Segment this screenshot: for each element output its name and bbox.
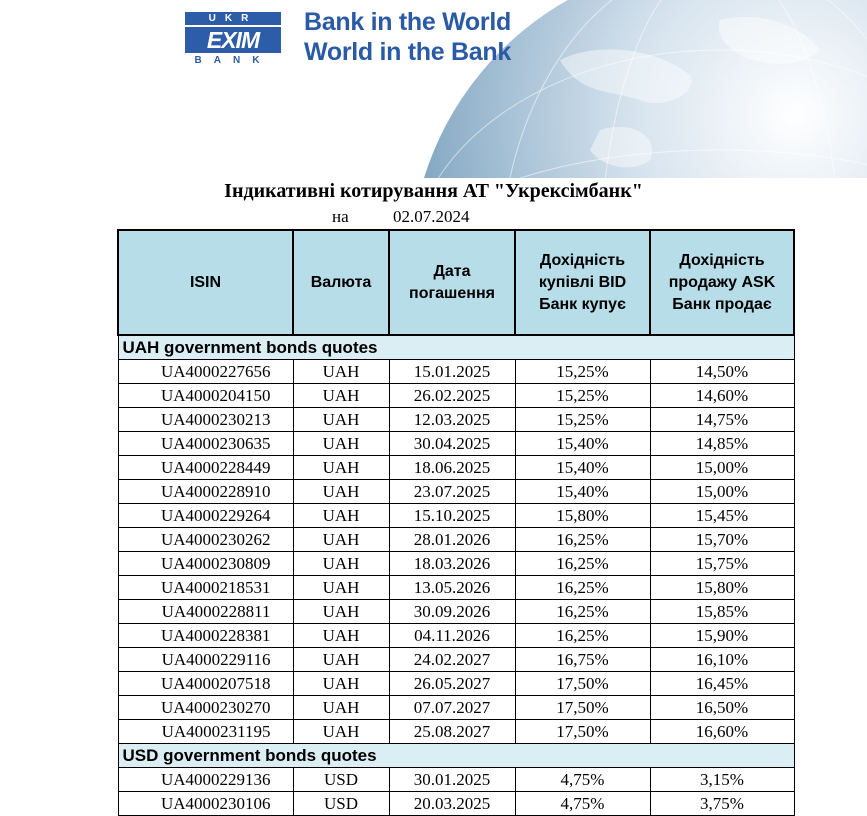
- currency-cell: UAH: [293, 672, 389, 696]
- table-row: [118, 720, 794, 744]
- column-header-bid: [515, 230, 650, 335]
- isin-cell: UA4000231195: [118, 720, 293, 744]
- table-row: [118, 648, 794, 672]
- ask-yield-cell: 14,50%: [650, 360, 794, 384]
- currency-cell: UAH: [293, 360, 389, 384]
- header-isin-label: ISIN: [189, 273, 222, 291]
- isin-cell: UA4000227656: [118, 360, 293, 384]
- currency-cell: UAH: [293, 720, 389, 744]
- ask-yield-cell: 15,80%: [650, 576, 794, 600]
- ask-yield-cell: 16,10%: [650, 648, 794, 672]
- maturity-date-cell: 18.06.2025: [389, 456, 515, 480]
- ask-yield-cell: 15,85%: [650, 600, 794, 624]
- quote-date: 02.07.2024: [393, 207, 470, 226]
- slogan-line-2: World in the Bank: [304, 38, 511, 66]
- currency-cell: UAH: [293, 408, 389, 432]
- table-row: [118, 768, 794, 792]
- bid-yield-cell: 16,25%: [515, 600, 650, 624]
- isin-cell: UA4000204150: [118, 384, 293, 408]
- bid-yield-cell: 16,25%: [515, 552, 650, 576]
- section-header-row: [118, 335, 794, 360]
- maturity-date-cell: 28.01.2026: [389, 528, 515, 552]
- section-header-row: [118, 744, 794, 768]
- currency-cell: USD: [293, 792, 389, 816]
- maturity-date-cell: 30.09.2026: [389, 600, 515, 624]
- isin-cell: UA4000230213: [118, 408, 293, 432]
- header-ask-line2: продажу ASK: [668, 273, 776, 291]
- isin-cell: UA4000207518: [118, 672, 293, 696]
- ask-yield-cell: 15,75%: [650, 552, 794, 576]
- currency-cell: UAH: [293, 384, 389, 408]
- table-row: [118, 432, 794, 456]
- ask-yield-cell: 3,75%: [650, 792, 794, 816]
- date-prefix: на: [332, 207, 349, 226]
- table-row: [118, 504, 794, 528]
- maturity-date-cell: 30.04.2025: [389, 432, 515, 456]
- ask-yield-cell: 15,00%: [650, 480, 794, 504]
- table-row: [118, 576, 794, 600]
- table-row: [118, 360, 794, 384]
- maturity-date-cell: 30.01.2025: [389, 768, 515, 792]
- header-ask-line1: Дохідність: [679, 251, 765, 269]
- ask-yield-cell: 15,70%: [650, 528, 794, 552]
- bid-yield-cell: 15,25%: [515, 384, 650, 408]
- ask-yield-cell: 16,50%: [650, 696, 794, 720]
- maturity-date-cell: 20.03.2025: [389, 792, 515, 816]
- bid-yield-cell: 16,75%: [515, 648, 650, 672]
- currency-cell: UAH: [293, 432, 389, 456]
- quotes-table-body: [118, 335, 794, 816]
- maturity-date-cell: 12.03.2025: [389, 408, 515, 432]
- maturity-date-cell: 15.01.2025: [389, 360, 515, 384]
- table-row: [118, 792, 794, 816]
- bid-yield-cell: 15,80%: [515, 504, 650, 528]
- maturity-date-cell: 26.02.2025: [389, 384, 515, 408]
- header-maturity-line2: погашення: [409, 284, 495, 302]
- table-row: [118, 384, 794, 408]
- isin-cell: UA4000230106: [118, 792, 293, 816]
- table-row: [118, 672, 794, 696]
- header-bid-line3: Банк купує: [539, 295, 626, 313]
- header-bid-line2: купівлі BID: [538, 273, 627, 291]
- bid-yield-cell: 15,25%: [515, 408, 650, 432]
- header-currency-label: Валюта: [310, 273, 372, 291]
- section-title: UAH government bonds quotes: [118, 335, 794, 360]
- bid-yield-cell: 15,40%: [515, 456, 650, 480]
- header-ask-line3: Банк продає: [672, 295, 772, 313]
- bid-yield-cell: 17,50%: [515, 720, 650, 744]
- header-bid-line1: Дохідність: [539, 251, 626, 269]
- isin-cell: UA4000230809: [118, 552, 293, 576]
- bid-yield-cell: 4,75%: [515, 792, 650, 816]
- table-row: [118, 480, 794, 504]
- maturity-date-cell: 18.03.2026: [389, 552, 515, 576]
- isin-cell: UA4000229116: [118, 648, 293, 672]
- currency-cell: UAH: [293, 576, 389, 600]
- isin-cell: UA4000230635: [118, 432, 293, 456]
- maturity-date-cell: 24.02.2027: [389, 648, 515, 672]
- section-title: USD government bonds quotes: [118, 744, 794, 768]
- isin-cell: UA4000228910: [118, 480, 293, 504]
- table-row: [118, 696, 794, 720]
- currency-cell: UAH: [293, 624, 389, 648]
- ask-yield-cell: 3,15%: [650, 768, 794, 792]
- column-header-isin: [118, 230, 293, 335]
- maturity-date-cell: 07.07.2027: [389, 696, 515, 720]
- isin-cell: UA4000218531: [118, 576, 293, 600]
- logo-bottom-text: BANK: [194, 55, 272, 66]
- ask-yield-cell: 16,60%: [650, 720, 794, 744]
- isin-cell: UA4000228449: [118, 456, 293, 480]
- currency-cell: UAH: [293, 696, 389, 720]
- currency-cell: UAH: [293, 648, 389, 672]
- slogan-line-1: Bank in the World: [304, 8, 511, 36]
- currency-cell: UAH: [293, 456, 389, 480]
- isin-cell: UA4000228381: [118, 624, 293, 648]
- bid-yield-cell: 15,40%: [515, 480, 650, 504]
- table-row: [118, 552, 794, 576]
- logo-top-text: UKR: [185, 12, 281, 25]
- header-maturity-line1: Дата: [433, 262, 471, 280]
- currency-cell: UAH: [293, 480, 389, 504]
- bid-yield-cell: 17,50%: [515, 672, 650, 696]
- currency-cell: UAH: [293, 552, 389, 576]
- table-row: [118, 600, 794, 624]
- isin-cell: UA4000230262: [118, 528, 293, 552]
- column-header-maturity: [389, 230, 515, 335]
- maturity-date-cell: 15.10.2025: [389, 504, 515, 528]
- document-title: Індикативні котирування АТ "Укрексімбанк": [224, 180, 643, 202]
- maturity-date-cell: 04.11.2026: [389, 624, 515, 648]
- ask-yield-cell: 14,75%: [650, 408, 794, 432]
- currency-cell: USD: [293, 768, 389, 792]
- maturity-date-cell: 25.08.2027: [389, 720, 515, 744]
- bid-yield-cell: 15,40%: [515, 432, 650, 456]
- isin-cell: UA4000229264: [118, 504, 293, 528]
- column-header-ask: [650, 230, 794, 335]
- maturity-date-cell: 23.07.2025: [389, 480, 515, 504]
- logo-main-text: EXIM: [185, 27, 281, 53]
- table-row: [118, 624, 794, 648]
- table-row: [118, 456, 794, 480]
- ask-yield-cell: 15,90%: [650, 624, 794, 648]
- bid-yield-cell: 16,25%: [515, 576, 650, 600]
- bid-yield-cell: 16,25%: [515, 624, 650, 648]
- maturity-date-cell: 26.05.2027: [389, 672, 515, 696]
- bid-yield-cell: 16,25%: [515, 528, 650, 552]
- currency-cell: UAH: [293, 504, 389, 528]
- header-banner: [0, 0, 867, 178]
- table-row: [118, 408, 794, 432]
- isin-cell: UA4000228811: [118, 600, 293, 624]
- ask-yield-cell: 16,45%: [650, 672, 794, 696]
- bid-yield-cell: 4,75%: [515, 768, 650, 792]
- bid-yield-cell: 15,25%: [515, 360, 650, 384]
- ask-yield-cell: 14,85%: [650, 432, 794, 456]
- column-header-currency: [293, 230, 389, 335]
- isin-cell: UA4000230270: [118, 696, 293, 720]
- bid-yield-cell: 17,50%: [515, 696, 650, 720]
- currency-cell: UAH: [293, 600, 389, 624]
- maturity-date-cell: 13.05.2026: [389, 576, 515, 600]
- ask-yield-cell: 15,00%: [650, 456, 794, 480]
- table-row: [118, 528, 794, 552]
- ask-yield-cell: 14,60%: [650, 384, 794, 408]
- table-header-row: [118, 230, 794, 335]
- ask-yield-cell: 15,45%: [650, 504, 794, 528]
- isin-cell: UA4000229136: [118, 768, 293, 792]
- eximbank-logo: [185, 12, 281, 66]
- quotes-table: [117, 229, 795, 816]
- currency-cell: UAH: [293, 528, 389, 552]
